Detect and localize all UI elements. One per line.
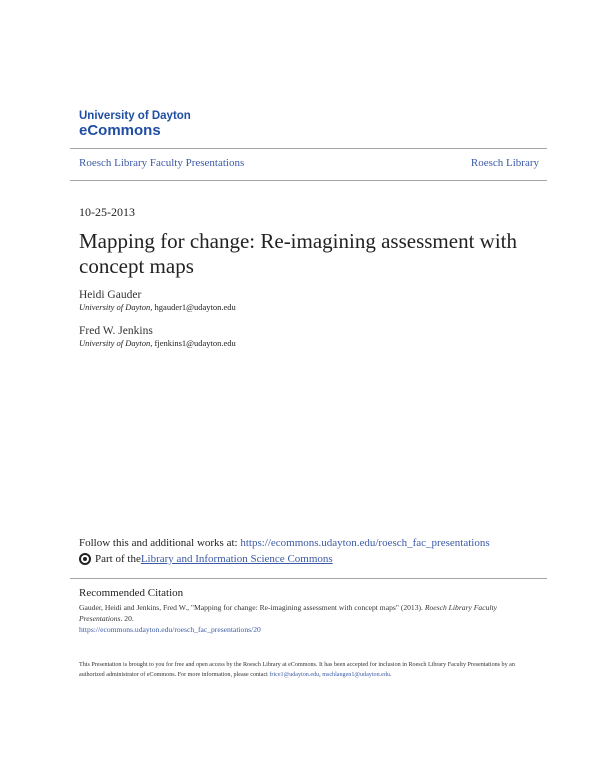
recommended-citation-heading: Recommended Citation xyxy=(79,587,184,599)
author-block: Heidi Gauder University of Dayton, hgauder1@udayton.edu xyxy=(79,289,236,312)
author-name: Fred W. Jenkins xyxy=(79,325,153,337)
author-email[interactable]: hgauder1@udayton.edu xyxy=(154,302,236,312)
collection-link[interactable]: Roesch Library Faculty Presentations xyxy=(79,157,245,169)
nav-divider xyxy=(70,180,547,181)
citation-text: Gauder, Heidi and Jenkins, Fred W., "Mapping for change: Re-imagining assessment with concept maps" (2013). Roesch Library Faculty Presentations. 20. https://ecommons.udayton.edu/roesch_fac_presentations/20 xyxy=(79,603,497,634)
repository-logo[interactable]: eCommons xyxy=(79,122,161,139)
part-of-line xyxy=(79,553,333,565)
contact-email-link[interactable]: mschlangen1@udayton.edu xyxy=(322,672,390,678)
access-notice: This Presentation is brought to you for free and open access by the Roesch Library at eCommons. It has been accepted for inclusion in Roesch Library Faculty Presentations by an authorized administrator of eCommons. For more information, please contact frice1@udayton.edu, mschlangen1@udayton.edu. xyxy=(79,662,515,678)
page-title: Mapping for change: Re-imagining assessment with concept maps xyxy=(79,229,517,278)
university-name: University of Dayton xyxy=(79,110,191,122)
part-of-label: Part of the xyxy=(95,553,141,565)
library-link[interactable]: Roesch Library xyxy=(470,157,539,169)
author-email[interactable]: fjenkins1@udayton.edu xyxy=(154,338,236,348)
commons-link[interactable]: Library and Information Science Commons xyxy=(140,553,333,565)
contact-email-link[interactable]: frice1@udayton.edu xyxy=(269,672,320,678)
citation-url-link[interactable]: https://ecommons.udayton.edu/roesch_fac_presentations/20 xyxy=(79,625,261,634)
citation-divider xyxy=(70,578,547,579)
collection-url-link[interactable]: https://ecommons.udayton.edu/roesch_fac_presentations xyxy=(240,537,490,549)
follow-line xyxy=(79,537,490,549)
author-affiliation: University of Dayton xyxy=(79,338,151,348)
series-name: Roesch Library Faculty Presentations xyxy=(79,603,497,623)
author-affiliation: University of Dayton xyxy=(79,302,151,312)
author-block: Fred W. Jenkins University of Dayton, fjenkins1@udayton.edu xyxy=(79,325,236,348)
follow-label: Follow this and additional works at: xyxy=(79,537,241,549)
author-name: Heidi Gauder xyxy=(79,289,142,301)
top-divider xyxy=(70,148,547,149)
open-access-icon xyxy=(79,553,91,565)
presentation-date: 10-25-2013 xyxy=(79,205,135,219)
